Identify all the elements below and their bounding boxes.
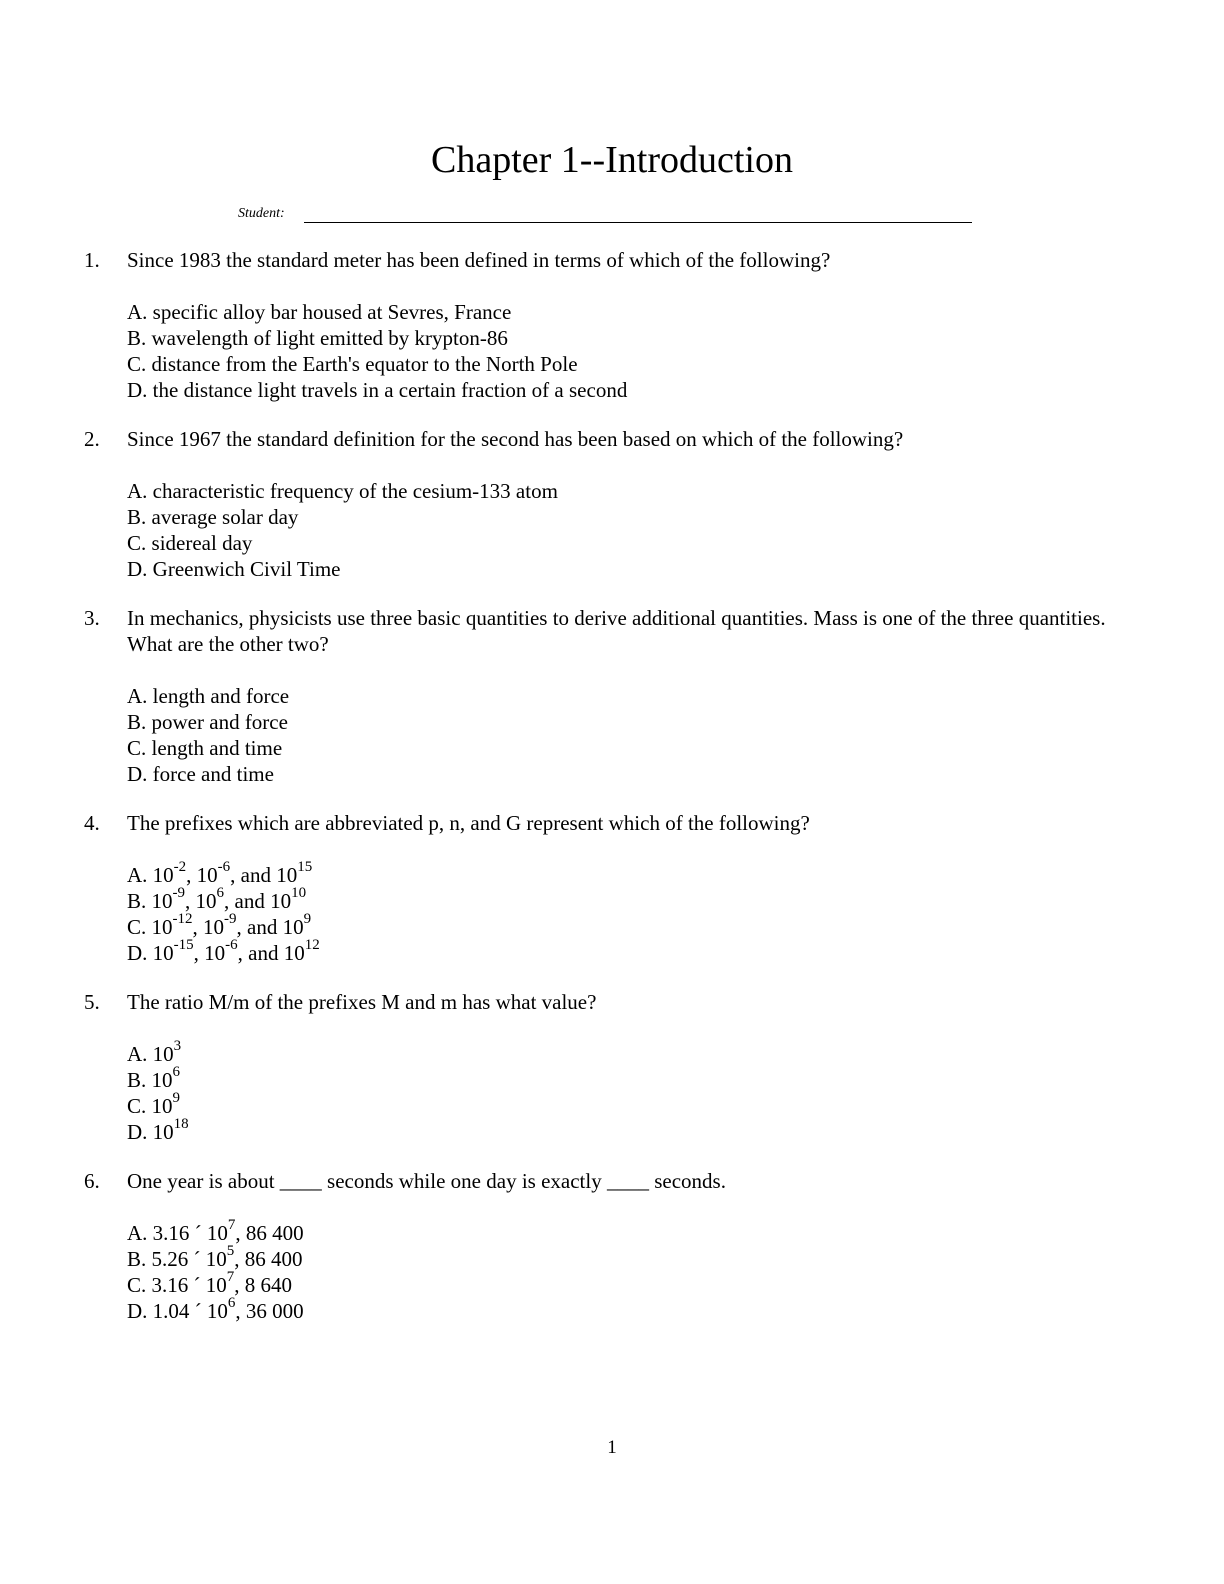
question-text: The prefixes which are abbreviated p, n, and G represent which of the following? [127, 811, 810, 835]
choice-a: A. specific alloy bar housed at Sevres, France [127, 300, 512, 324]
choice-d: D. Greenwich Civil Time [127, 557, 341, 581]
choice-c: C. sidereal day [127, 531, 253, 555]
choice-a: A. 3.16 ´ $10^7$, 86 400 [127, 1217, 304, 1245]
choice-a: A. length and force [127, 684, 290, 708]
question-text: The ratio M/m of the prefixes M and m has what value? [127, 990, 597, 1014]
question-number: 3. [84, 606, 100, 630]
choice-d: D. 1.04 ´ $10^6$, 36 000 [127, 1295, 304, 1323]
choice-a: A. $10^{-2}$, $10^{-6}$, and $10^{15}$ [127, 859, 313, 887]
student-name-field[interactable] [304, 222, 972, 223]
choice-b: B. $10^{-9}$, $10^6$, and $10^{10}$ [127, 885, 307, 913]
choice-b: B. power and force [127, 710, 288, 734]
choice-d: D. $10^{18}$ [127, 1116, 189, 1144]
choice-c: C. distance from the Earth's equator to the North Pole [127, 352, 578, 376]
choice-c: C. length and time [127, 736, 283, 760]
choice-d: D. force and time [127, 762, 274, 786]
question-number: 4. [84, 811, 100, 835]
choice-b: B. wavelength of light emitted by krypton-86 [127, 326, 508, 350]
question-number: 6. [84, 1169, 100, 1193]
choice-a: A. $10^3$ [127, 1038, 182, 1066]
page-title: Chapter 1--Introduction [431, 139, 793, 181]
question-text: Since 1983 the standard meter has been defined in terms of which of the following? [127, 248, 831, 272]
choice-b: B. $10^6$ [127, 1064, 181, 1092]
choice-a: A. characteristic frequency of the cesium-133 atom [127, 479, 558, 503]
question-number: 5. [84, 990, 100, 1014]
choice-b: B. average solar day [127, 505, 299, 529]
question-text: Since 1967 the standard definition for the second has been based on which of the following? [127, 427, 904, 451]
choice-c: C. $10^{-12}$, $10^{-9}$, and $10^9$ [127, 911, 312, 939]
choice-b: B. 5.26 ´ $10^5$, 86 400 [127, 1243, 303, 1271]
page-number: 1 [607, 1437, 617, 1458]
choice-c: C. 3.16 ´ $10^7$, 8 640 [127, 1269, 293, 1297]
question-text: In mechanics, physicists use three basic quantities to derive additional quantities. Mass is one of the three quantities. What are the other two? [127, 606, 1106, 656]
student-label: Student: [238, 206, 285, 221]
question-number: 2. [84, 427, 100, 451]
choice-d: D. $10^{-15}$, $10^{-6}$, and $10^{12}$ [127, 937, 320, 965]
question-text: One year is about ____ seconds while one day is exactly ____ seconds. [127, 1169, 726, 1193]
choice-d: D. the distance light travels in a certain fraction of a second [127, 378, 628, 402]
question-number: 1. [84, 248, 100, 272]
choice-c: C. $10^9$ [127, 1090, 181, 1118]
